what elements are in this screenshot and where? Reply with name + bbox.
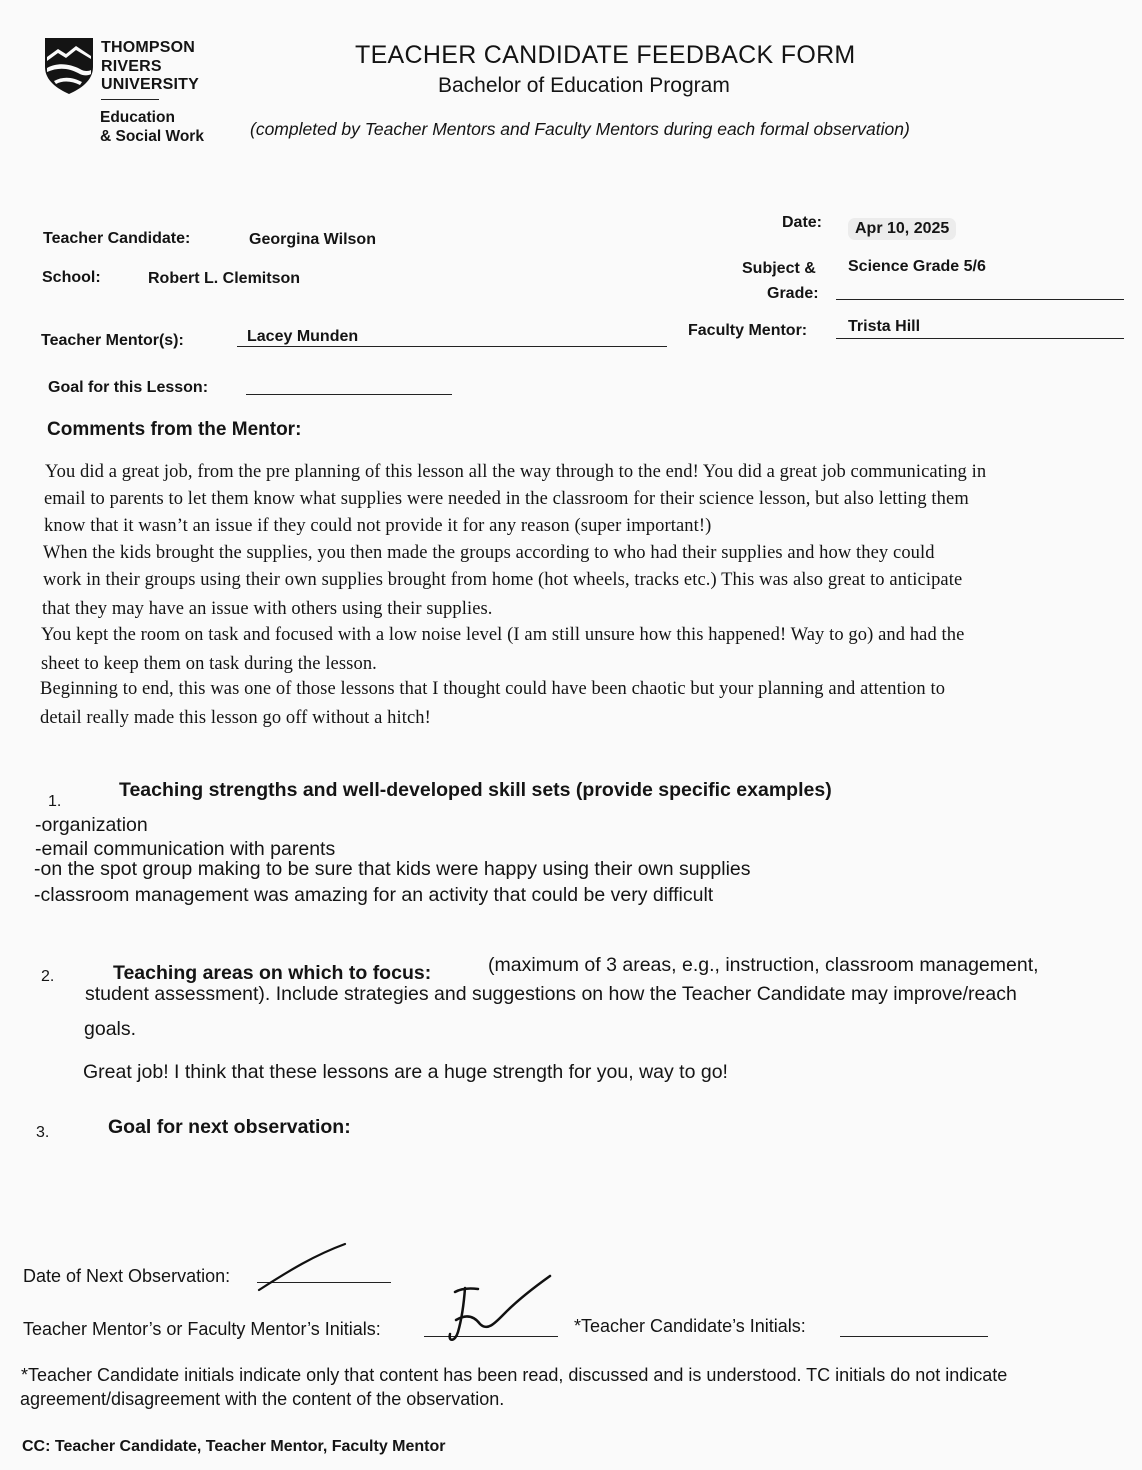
form-title: TEACHER CANDIDATE FEEDBACK FORM: [355, 41, 856, 69]
strength-item: -organization: [35, 814, 148, 836]
teacher-mentor-label: Teacher Mentor(s):: [41, 332, 184, 349]
comment-line: email to parents to let them know what supplies were needed in the classroom for their science lesson, but also letting them: [44, 489, 969, 509]
faculty-mentor-underline: [836, 338, 1124, 339]
logo-line-university: UNIVERSITY: [101, 76, 200, 93]
goal-label: Goal for this Lesson:: [48, 379, 209, 396]
disclaimer-line-1: *Teacher Candidate initials indicate only that content has been read, discussed and is understood. TC initials do not indicate: [21, 1365, 1008, 1385]
comment-line: When the kids brought the supplies, you then made the groups according to who had their supplies and how they could: [43, 543, 935, 563]
next-observation-label: Date of Next Observation:: [23, 1266, 231, 1286]
faculty-mentor-value: Trista Hill: [848, 318, 921, 335]
section-2-desc-1: (maximum of 3 areas, e.g., instruction, classroom management,: [488, 954, 1039, 976]
logo-dept-education: Education: [100, 109, 175, 126]
comment-line: know that it wasn’t an issue if they could not provide it for any reason (super important!): [44, 516, 712, 536]
section-3-number: 3.: [36, 1124, 50, 1141]
dash-mark-icon: [255, 1240, 355, 1296]
candidate-initials-label: *Teacher Candidate’s Initials:: [574, 1316, 806, 1336]
subject-label-2: Grade:: [767, 285, 819, 302]
subject-label-1: Subject &: [742, 260, 816, 277]
school-value: Robert L. Clemitson: [148, 270, 301, 287]
strength-item: -classroom management was amazing for an activity that could be very difficult: [34, 884, 714, 906]
section-2-desc-3: goals.: [84, 1018, 137, 1040]
section-3-heading: Goal for next observation:: [108, 1116, 351, 1138]
section-2-desc-2: student assessment). Include strategies and suggestions on how the Teacher Candidate may improve/reach: [85, 983, 1017, 1005]
comment-line: detail really made this lesson go off without a hitch!: [40, 708, 431, 728]
logo-divider: [101, 99, 159, 100]
comment-line: You did a great job, from the pre planning of this lesson all the way through to the end! You did a great job communicating in: [45, 462, 987, 482]
strength-item: -on the spot group making to be sure that kids were happy using their own supplies: [34, 858, 751, 880]
mentor-initials-label: Teacher Mentor’s or Faculty Mentor’s Initials:: [23, 1319, 381, 1339]
date-label: Date:: [782, 214, 823, 231]
teacher-candidate-label: Teacher Candidate:: [43, 230, 191, 247]
teacher-mentor-underline: [237, 346, 667, 347]
logo-line-rivers: RIVERS: [101, 57, 162, 75]
form-note: (completed by Teacher Mentors and Faculty Mentors during each formal observation): [250, 119, 910, 139]
goal-underline: [246, 394, 452, 395]
mentor-initials-signature-icon: [440, 1270, 555, 1350]
cc-line: CC: Teacher Candidate, Teacher Mentor, Faculty Mentor: [22, 1438, 446, 1455]
logo-line-thompson: THOMPSON: [101, 39, 196, 56]
section-2-number: 2.: [41, 968, 55, 985]
form-subtitle: Bachelor of Education Program: [438, 74, 730, 97]
strength-item: -email communication with parents: [35, 838, 336, 860]
disclaimer-line-2: agreement/disagreement with the content of the observation.: [20, 1389, 505, 1409]
comment-line: that they may have an issue with others using their supplies.: [42, 599, 493, 619]
comment-line: work in their groups using their own supplies brought from home (hot wheels, tracks etc.) This was also great to anticipate: [43, 570, 963, 590]
comment-line: Beginning to end, this was one of those lessons that I thought could have been chaotic but your planning and attention to: [40, 679, 946, 699]
school-label: School:: [42, 269, 101, 286]
mountain-logo-icon: [44, 37, 94, 95]
section-2-heading: Teaching areas on which to focus:: [113, 962, 432, 984]
comment-line: You kept the room on task and focused with a low noise level (I am still unsure how this happened! Way to go) and had the: [41, 625, 965, 645]
subject-grade-underline: [836, 299, 1124, 300]
comments-heading: Comments from the Mentor:: [47, 419, 302, 440]
date-value: Apr 10, 2025: [848, 218, 956, 240]
teacher-candidate-value: Georgina Wilson: [249, 231, 376, 248]
section-2-response: Great job! I think that these lessons are a huge strength for you, way to go!: [83, 1061, 728, 1083]
faculty-mentor-label: Faculty Mentor:: [688, 322, 808, 339]
comment-line: sheet to keep them on task during the lesson.: [41, 654, 377, 674]
section-1-number: 1.: [48, 793, 62, 810]
candidate-initials-underline: [840, 1336, 988, 1337]
section-1-heading: Teaching strengths and well-developed skill sets (provide specific examples): [119, 779, 832, 801]
teacher-mentor-value: Lacey Munden: [247, 328, 359, 345]
logo-dept-social-work: & Social Work: [100, 128, 204, 145]
subject-grade-value: Science Grade 5/6: [848, 258, 986, 275]
